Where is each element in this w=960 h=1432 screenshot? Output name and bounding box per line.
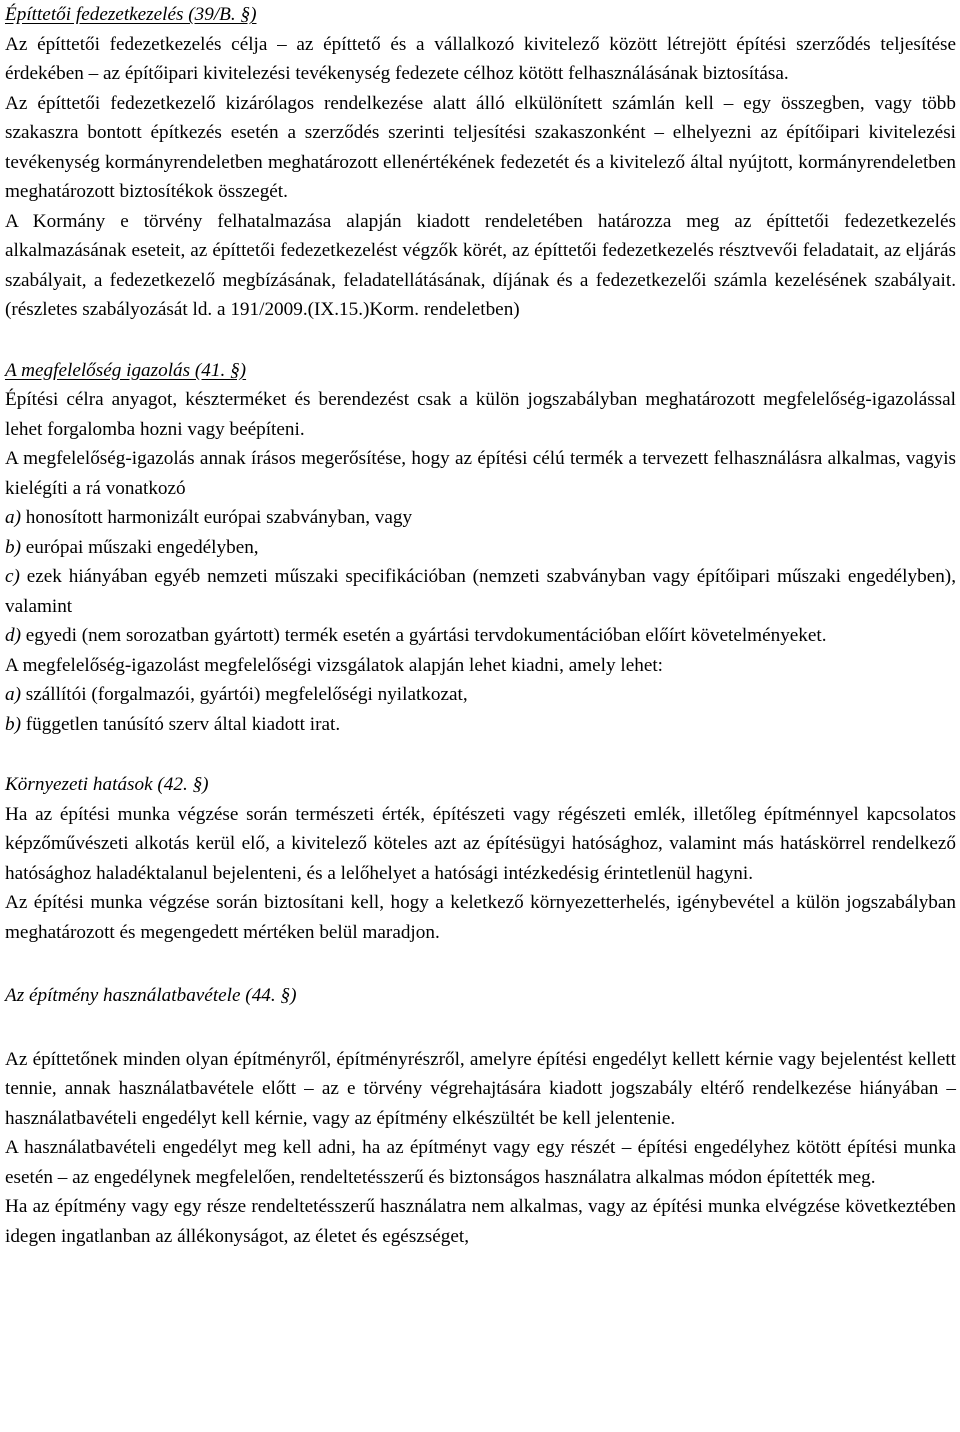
paragraph: Az építtetőnek minden olyan építményről, építményrészről, amelyre építési engedélyt kellett kérnie vagy bejelentést kellett tennie, annak használatbavétele előtt – az e törvény végrehajtására kiadott jogszabály eltérő rendelkezése hiányában – használatbavételi engedélyt kell kérnie, vagy az építmény elkészültét be kell jelentenie. (5, 1048, 956, 1129)
section-heading-megfeleloseg: A megfelelőség igazolás (41. §) (5, 359, 247, 381)
spacer (5, 325, 956, 356)
list-item (5, 503, 956, 533)
section-heading-hasznalatbavetel: Az építmény használatbavétele (44. §) (5, 985, 297, 1006)
paragraph: Az építtetői fedezetkezelő kizárólagos rendelkezése alatt álló elkülönített számlán kell – egy összegben, vagy több szakaszra bontott építkezés esetén a szerződés szerinti teljesítési szakaszonként – elhelyezni az építőipari kivitelezési tevékenység kormányrendeletben meghatározott ellenértékének fedezetét és a kivitelező által nyújtott, kormányrendeletben meghatározott biztosítékok összegét. (5, 92, 956, 202)
paragraph: Ha az építmény vagy egy része rendeltetésszerű használatra nem alkalmas, vagy az építési munka elvégzése következtében idegen ingatlanban az állékonyságot, az életet és egészséget, (5, 1196, 956, 1247)
paragraph: Az építtetői fedezetkezelés célja – az építtető és a vállalkozó kivitelező között létrejött építési szerződés teljesítése érdekében – az építőipari kivitelezési tevékenység fedezete célhoz kötött felhasználásának biztosítása. (5, 33, 956, 84)
paragraph: Ha az építési munka végzése során természeti érték, építészeti vagy régészeti emlék, illetőleg építménnyel kapcsolatos képzőművészeti alkotás kerül elő, a kivitelező köteles azt az építésügyi hatósághoz, valamint más hatáskörrel rendelkező hatósághoz haladéktalanul bejelenteni, és a lelőhelyet a hatósági intézkedésig érintetlenül hagyni. (5, 803, 956, 884)
spacer (5, 947, 956, 981)
list-item-text: szállítói (forgalmazói, gyártói) megfelelőségi nyilatkozat, (25, 684, 468, 705)
list-item-text: európai műszaki engedélyben, (25, 536, 259, 558)
section-heading-kornyezeti-hatasok: Környezeti hatások (42. §) (5, 774, 209, 795)
paragraph: A Kormány e törvény felhatalmazása alapján kiadott rendeletében határozza meg az építtetői fedezetkezelés alkalmazásának eseteit, az építtetői fedezetkezelést végzők körét, az építtetői fedezetkezelés résztvevői feladatait, az eljárás szabályait, a fedezetkezelő megbízásának, feladatellátásának, díjának és a fedezetkezelői számla kezelésének szabályait. (részletes szabályozását ld. a 191/2009.(IX.15.)Korm. rendeletben) (5, 210, 956, 320)
list-item (5, 533, 956, 563)
list-item (5, 680, 956, 710)
paragraph: Építési célra anyagot, készterméket és berendezést csak a külön jogszabályban meghatározott megfelelőség-igazolással lehet forgalomba hozni vagy beépíteni. (5, 389, 956, 440)
list-marker: a) (5, 507, 21, 528)
list-marker: a) (5, 684, 21, 705)
list-item (5, 621, 956, 651)
list-item-text: honosított harmonizált európai szabványban, vagy (25, 507, 413, 528)
paragraph: A megfelelőség-igazolást megfelelőségi vizsgálatok alapján lehet kiadni, amely lehet: (5, 654, 663, 676)
list-item-text: egyedi (nem sorozatban gyártott) termék esetén a gyártási tervdokumentációban előírt követelményeket. (25, 625, 827, 646)
paragraph: A használatbavételi engedélyt meg kell adni, ha az építményt vagy egy részét – építési engedélyhez kötött építési munka esetén – az engedélynek megfelelően, rendeltetésszerű és biztonságos használatra alkalmas módon építették meg. (5, 1137, 956, 1188)
list-item-text: ezek hiányában egyéb nemzeti műszaki specifikációban (nemzeti szabványban vagy építőipari műszaki engedélyben), valamint (5, 566, 956, 617)
section-heading-fedezetkezeles: Építtetői fedezetkezelés (39/B. §) (5, 4, 257, 25)
spacer (5, 739, 956, 770)
paragraph: Az építési munka végzése során biztosítani kell, hogy a keletkező környezetterhelés, igénybevétel a külön jogszabályban meghatározott és megengedett mértéken belül maradjon. (5, 892, 956, 943)
list-marker: d) (5, 625, 21, 646)
list-marker: c) (5, 566, 20, 587)
list-marker: b) (5, 536, 21, 558)
list-item (5, 562, 956, 621)
paragraph: A megfelelőség-igazolás annak írásos megerősítése, hogy az építési célú termék a tervezett felhasználásra alkalmas, vagyis kielégíti a rá vonatkozó (5, 448, 956, 499)
spacer (5, 1011, 956, 1045)
list-marker: b) (5, 713, 21, 735)
list-item-text: független tanúsító szerv által kiadott irat. (25, 713, 341, 735)
list-item (5, 710, 956, 740)
